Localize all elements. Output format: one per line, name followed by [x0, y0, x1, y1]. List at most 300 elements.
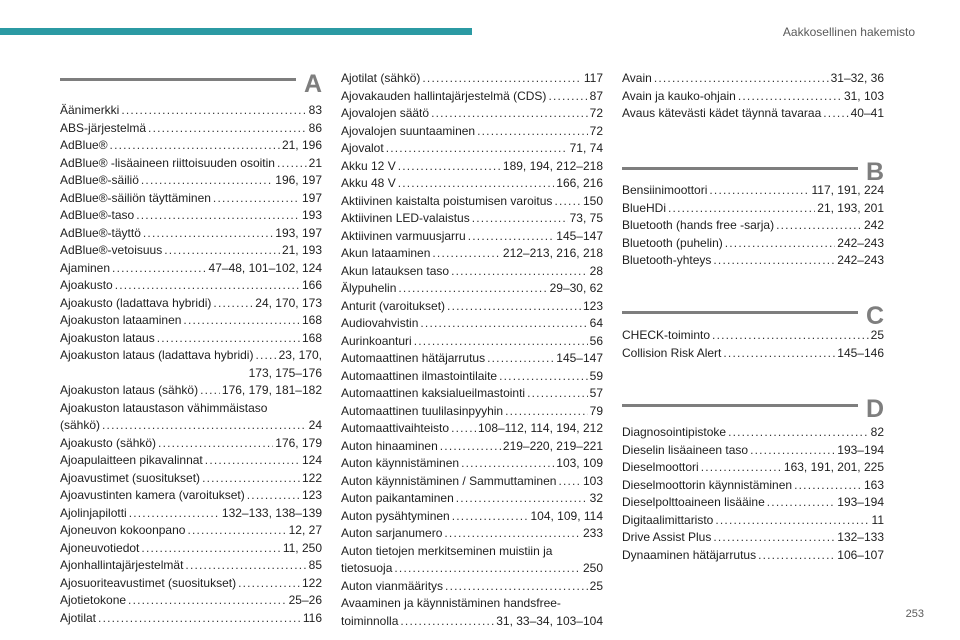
index-entry: [60, 592, 322, 610]
entry-term: Dieselmoottori: [622, 460, 699, 474]
index-entry: [341, 560, 603, 578]
dot-leader: [158, 435, 273, 453]
dot-leader: [187, 522, 286, 540]
entry-term: Ajoneuvotiedot: [60, 540, 140, 555]
index-entry: [622, 459, 884, 477]
dot-leader: [750, 442, 835, 460]
entry-term: Ajoakuston lataaminen: [60, 313, 182, 327]
entry-pages: 145–147: [556, 351, 603, 365]
entry-term: Auton sarjanumero: [341, 526, 443, 540]
entry-pages: 32: [589, 491, 603, 505]
section-rule: [622, 167, 858, 170]
entry-term: Diagnosointipistoke: [622, 425, 727, 439]
dot-leader: [472, 210, 568, 228]
entry-list-c: [622, 327, 884, 362]
index-entry: [622, 327, 884, 345]
entry-term: Avain ja kauko-ohjain: [622, 88, 736, 103]
index-entry: [60, 382, 322, 400]
index-entry: [341, 333, 603, 351]
dot-leader: [468, 228, 555, 246]
entry-pages: 193–194: [837, 442, 884, 457]
dot-leader: [255, 347, 276, 365]
index-entry: [60, 557, 322, 575]
entry-pages: 168: [301, 313, 322, 327]
dot-leader: [121, 102, 306, 120]
dot-leader: [398, 280, 547, 298]
entry-pages: 193: [301, 208, 322, 222]
dot-leader: [654, 70, 829, 88]
entry-term: Akku 12 V: [341, 158, 396, 173]
dot-leader: [205, 452, 300, 470]
entry-term: Aktiivinen LED-valaistus: [341, 211, 470, 225]
entry-pages: 57: [589, 386, 603, 400]
entry-term: BlueHDi: [622, 200, 667, 215]
entry-pages: 123: [301, 488, 322, 502]
index-entry: [622, 217, 884, 235]
index-entry: [60, 452, 322, 470]
index-entry: [60, 277, 322, 295]
entry-pages: 163: [863, 477, 884, 492]
entry-pages: 242–243: [837, 253, 884, 267]
entry-pages: 64: [589, 316, 603, 330]
index-entry: [622, 345, 884, 363]
entry-term: Ajoakuston lataus (sähkö): [60, 383, 199, 397]
entry-term: Ajoakuston lataus: [60, 330, 155, 345]
entry-term: Bensiinimoottori: [622, 183, 708, 197]
dot-leader: [141, 172, 273, 190]
index-entry: [341, 263, 603, 281]
index-entry: [60, 505, 322, 523]
entry-pages: 40–41: [850, 106, 884, 120]
entry-pages: 212–213, 216, 218: [502, 246, 603, 260]
dot-leader: [128, 592, 287, 610]
dot-leader: [451, 420, 476, 438]
entry-pages: 24, 170, 173: [255, 295, 322, 310]
entry-pages: 31, 33–34, 103–104: [496, 613, 603, 628]
dot-leader: [668, 200, 815, 218]
entry-pages: 176, 179: [275, 435, 322, 450]
entry-term: Automaattivaihteisto: [341, 421, 450, 435]
index-entry: [341, 245, 603, 263]
dot-leader: [452, 508, 529, 526]
index-entry: [341, 473, 603, 491]
dot-leader: [548, 88, 587, 106]
index-entry: [341, 368, 603, 386]
dot-leader: [213, 295, 253, 313]
entry-pages: 25–26: [288, 593, 322, 607]
index-entry: [341, 525, 603, 543]
dot-leader: [451, 263, 588, 281]
entry-pages: 219–220, 219–221: [502, 438, 603, 453]
dot-leader: [185, 557, 306, 575]
dot-leader: [713, 529, 835, 547]
index-entry: [341, 438, 603, 456]
entry-pages: 73, 75: [569, 211, 603, 225]
dot-leader: [398, 158, 501, 176]
section-letter: C: [865, 302, 884, 330]
entry-term: CHECK-toiminto: [622, 328, 711, 342]
index-entry: [341, 508, 603, 526]
entry-term: AdBlue®-säiliön täyttäminen: [60, 190, 211, 205]
entry-term: Ajoakusto: [60, 278, 113, 292]
entry-term: Ajoakusto (sähkö): [60, 435, 157, 450]
dot-leader: [445, 578, 588, 596]
entry-pages: 123: [582, 298, 603, 313]
entry-term: Digitaalimittaristo: [622, 512, 714, 527]
entry-term: Auton käynnistäminen / Sammuttaminen: [341, 473, 557, 488]
dot-leader: [202, 470, 300, 488]
section-letter: D: [865, 395, 884, 423]
index-entry: [341, 193, 603, 211]
entry-pages: 23, 170,: [278, 348, 322, 362]
entry-pages: 56: [589, 333, 603, 348]
dot-leader: [136, 207, 300, 225]
entry-pages: 132–133, 138–139: [221, 505, 322, 520]
entry-pages: 132–133: [837, 530, 884, 544]
index-entry: [341, 88, 603, 106]
index-entry: [60, 400, 322, 418]
entry-term: Auton käynnistäminen: [341, 456, 460, 470]
entry-pages: 28: [589, 263, 603, 278]
entry-term: Auton vianmääritys: [341, 578, 444, 593]
index-entry: [341, 123, 603, 141]
entry-term: Auton paikantaminen: [341, 491, 454, 505]
entry-term: Akun latauksen taso: [341, 263, 450, 278]
index-entry: [622, 494, 884, 512]
entry-term: Collision Risk Alert: [622, 345, 722, 360]
dot-leader: [505, 403, 588, 421]
dot-leader: [414, 333, 588, 351]
entry-term: Aurinkoanturi: [341, 333, 412, 348]
dot-leader: [527, 385, 588, 403]
index-entry: [60, 417, 322, 435]
entry-term: Ajoavustimet (suositukset): [60, 470, 201, 485]
dot-leader: [715, 512, 869, 530]
index-entry: [341, 350, 603, 368]
section-letter: B: [865, 158, 884, 186]
entry-term: Dynaaminen hätäjarrutus: [622, 547, 757, 562]
dot-leader: [157, 330, 300, 348]
index-entry: [622, 424, 884, 442]
dot-leader: [456, 490, 588, 508]
entry-pages: 124: [301, 453, 322, 467]
entry-pages: 79: [589, 403, 603, 418]
index-entry: [622, 529, 884, 547]
index-entry: [341, 158, 603, 176]
entry-pages: 166, 216: [556, 176, 603, 190]
index-entry: [341, 420, 603, 438]
entry-pages: 21: [308, 155, 322, 170]
index-entry: [622, 512, 884, 530]
dot-leader: [712, 327, 869, 345]
index-entry: [341, 105, 603, 123]
index-entry: [60, 225, 322, 243]
entry-pages: 72: [589, 106, 603, 120]
index-entry: [60, 365, 322, 383]
entry-term: Bluetooth-yhteys: [622, 253, 712, 267]
index-entry: [60, 120, 322, 138]
entry-pages: 29–30, 62: [549, 281, 603, 295]
index-entry: [622, 442, 884, 460]
index-entry: [622, 88, 884, 106]
entry-pages: 150: [582, 193, 603, 208]
entry-term: Audiovahvistin: [341, 316, 419, 330]
index-entry: [341, 613, 603, 631]
entry-pages: 103, 109: [556, 456, 603, 470]
entry-term: Ajovakauden hallintajärjestelmä (CDS): [341, 88, 547, 103]
entry-pages: 173, 175–176: [248, 365, 322, 380]
index-entry: [341, 403, 603, 421]
index-entry: [60, 312, 322, 330]
index-entry: [341, 490, 603, 508]
entry-term: Auton pysähtyminen: [341, 508, 450, 523]
section-rule: [622, 311, 858, 314]
index-entry: [341, 280, 603, 298]
entry-term: Auton tietojen merkitseminen muistiin ja: [341, 543, 553, 558]
entry-pages: 242–243: [837, 235, 884, 250]
dot-leader: [499, 368, 588, 386]
entry-term: toiminnolla: [341, 613, 399, 628]
entry-term: Ajotietokone: [60, 593, 127, 607]
entry-pages: 82: [870, 425, 884, 439]
entry-pages: 24: [308, 418, 322, 432]
dot-leader: [398, 175, 555, 193]
index-entry: [341, 140, 603, 158]
entry-term: Älypuhelin: [341, 281, 397, 295]
dot-leader: [98, 610, 301, 628]
dot-leader: [725, 235, 836, 253]
entry-term: Ajoakuston lataus (ladattava hybridi): [60, 348, 254, 362]
entry-term: Bluetooth (hands free -sarja): [622, 218, 775, 232]
entry-pages: 122: [301, 575, 322, 590]
index-entry: [622, 235, 884, 253]
entry-pages: 233: [582, 526, 603, 540]
entry-list-b: [622, 182, 884, 270]
page-number: 253: [905, 608, 924, 620]
entry-pages: 166: [301, 278, 322, 292]
index-entry: [60, 575, 322, 593]
dot-leader: [143, 225, 273, 243]
entry-pages: 25: [870, 328, 884, 342]
dot-leader: [558, 473, 581, 491]
dot-leader: [431, 105, 588, 123]
index-entry: [60, 295, 322, 313]
section-letter: A: [303, 70, 322, 98]
entry-term: Aktiivinen varmuusjarru: [341, 228, 466, 243]
entry-pages: 11: [871, 512, 884, 527]
entry-pages: 176, 179, 181–182: [221, 383, 322, 397]
entry-pages: 47–48, 101–102, 124: [208, 260, 322, 275]
dot-leader: [129, 505, 220, 523]
index-entry: [60, 260, 322, 278]
dot-leader: [277, 155, 307, 173]
entry-pages: 86: [308, 120, 322, 135]
entry-pages: 145–146: [837, 345, 884, 360]
dot-leader: [709, 182, 809, 200]
entry-term: Ajovalot: [341, 141, 384, 155]
entry-pages: 104, 109, 114: [530, 508, 603, 523]
index-entry: [60, 172, 322, 190]
entry-pages: 21, 193, 201: [817, 200, 884, 215]
entry-term: Ajolinjapilotti: [60, 505, 127, 520]
dot-leader: [723, 345, 835, 363]
entry-term: Automaattinen tuulilasinpyyhin: [341, 403, 504, 418]
entry-term: Ajonhallintajärjestelmät: [60, 558, 184, 572]
dot-leader: [200, 382, 220, 400]
entry-pages: 189, 194, 212–218: [502, 158, 603, 173]
entry-pages: 103: [582, 473, 603, 488]
entry-term: Bluetooth (puhelin): [622, 235, 723, 250]
index-entry: [341, 298, 603, 316]
entry-term: AdBlue®-vetoisuus: [60, 243, 163, 257]
index-entry: [622, 477, 884, 495]
entry-term: Ajoakuston lataustason vähimmäistaso: [60, 400, 268, 415]
entry-term: Auton hinaaminen: [341, 438, 438, 453]
entry-term: Dieselin lisäaineen taso: [622, 442, 749, 457]
index-entry: [341, 175, 603, 193]
index-entry: [622, 547, 884, 565]
dot-leader: [247, 487, 300, 505]
entry-pages: 25: [589, 578, 603, 593]
index-entry: [60, 470, 322, 488]
entry-term: Ajovalojen säätö: [341, 106, 430, 120]
entry-pages: 242: [863, 218, 884, 232]
index-entry: [622, 200, 884, 218]
dot-leader: [386, 140, 568, 158]
index-entry: [60, 610, 322, 628]
dot-leader: [758, 547, 835, 565]
entry-pages: 193–194: [837, 495, 884, 509]
index-entry: [341, 210, 603, 228]
entry-pages: 12, 27: [288, 523, 322, 537]
entry-term: Ajotilat (sähkö): [341, 71, 421, 85]
entry-list-d: [622, 424, 884, 564]
entry-term: Aktiivinen kaistalta poistumisen varoitus: [341, 193, 553, 208]
index-entry: [60, 435, 322, 453]
section-rule: [60, 78, 296, 81]
dot-leader: [728, 424, 869, 442]
entry-term: Ajoapulaitteen pikavalinnat: [60, 453, 203, 467]
dot-leader: [776, 217, 862, 235]
entry-term: AdBlue®-taso: [60, 208, 135, 222]
dot-leader: [115, 277, 300, 295]
entry-pages: 163, 191, 201, 225: [783, 460, 884, 474]
index-entry: [341, 595, 603, 613]
entry-term: AdBlue®: [60, 138, 108, 152]
index-entry: [341, 543, 603, 561]
index-entry: [60, 102, 322, 120]
index-entry: [341, 455, 603, 473]
entry-pages: 11, 250: [282, 540, 322, 555]
entry-term: Ajoneuvon kokoonpano: [60, 523, 186, 537]
entry-pages: 87: [589, 88, 603, 103]
entry-term: Dieselpolttoaineen lisääine: [622, 495, 765, 509]
entry-pages: 31, 103: [843, 88, 884, 103]
entry-term: Äänimerkki: [60, 103, 120, 117]
entry-term: (sähkö): [60, 418, 101, 432]
dot-leader: [701, 459, 782, 477]
dot-leader: [422, 70, 581, 88]
index-entry: [341, 385, 603, 403]
index-entry: [60, 347, 322, 365]
dot-leader: [487, 350, 554, 368]
entry-pages: 196, 197: [275, 173, 322, 187]
dot-leader: [554, 193, 581, 211]
entry-term: Avaaminen ja käynnistäminen handsfree-: [341, 596, 561, 610]
entry-pages: 122: [301, 470, 322, 485]
dot-leader: [394, 560, 581, 578]
index-entry: [60, 242, 322, 260]
index-entry: [60, 540, 322, 558]
dot-leader: [444, 525, 581, 543]
entry-term: Automaattinen kaksialueilmastointi: [341, 386, 526, 400]
index-entry: [60, 330, 322, 348]
entry-pages: 250: [582, 561, 603, 575]
index-entry: [622, 252, 884, 270]
dot-leader: [148, 120, 307, 138]
index-entry: [60, 487, 322, 505]
dot-leader: [767, 494, 836, 512]
entry-pages: 117, 191, 224: [811, 183, 884, 197]
entry-pages: 116: [302, 610, 322, 625]
index-entry: [622, 70, 884, 88]
entry-term: Ajoakusto (ladattava hybridi): [60, 295, 212, 310]
entry-term: Ajosuoriteavustimet (suositukset): [60, 575, 237, 590]
dot-leader: [440, 438, 501, 456]
entry-term: Anturit (varoitukset): [341, 298, 446, 313]
index-entry: [60, 137, 322, 155]
index-entry: [60, 207, 322, 225]
dot-leader: [432, 245, 501, 263]
entry-term: Drive Assist Plus: [622, 530, 712, 544]
page-header-title: Aakkosellinen hakemisto: [782, 25, 915, 39]
dot-leader: [183, 312, 300, 330]
entry-pages: 21, 196: [281, 138, 322, 152]
entry-pages: 145–147: [556, 228, 603, 243]
index-entry: [341, 578, 603, 596]
entry-term: Avaus kätevästi kädet täynnä tavaraa: [622, 106, 822, 120]
dot-leader: [164, 242, 280, 260]
entry-term: Dieselmoottorin käynnistäminen: [622, 477, 793, 492]
entry-term: Ajovalojen suuntaaminen: [341, 123, 476, 138]
index-entry: [60, 190, 322, 208]
dot-leader: [477, 123, 588, 141]
dot-leader: [400, 613, 494, 631]
entry-term: AdBlue®-säiliö: [60, 173, 139, 187]
entry-pages: 85: [308, 558, 322, 572]
entry-term: ABS-järjestelmä: [60, 120, 147, 135]
entry-list-a-continued: [341, 70, 603, 630]
dot-leader: [713, 252, 835, 270]
entry-term: tietosuoja: [341, 561, 393, 575]
index-entry: [622, 105, 884, 123]
entry-pages: 108–112, 114, 194, 212: [477, 421, 603, 435]
entry-pages: 31–32, 36: [830, 71, 884, 85]
entry-pages: 117: [583, 71, 603, 85]
section-rule: [622, 404, 858, 407]
entry-pages: 168: [301, 330, 322, 345]
index-entry: [341, 228, 603, 246]
entry-pages: 106–107: [837, 547, 884, 562]
dot-leader: [794, 477, 862, 495]
index-entry: [60, 522, 322, 540]
entry-term: Avain: [622, 71, 652, 85]
dot-leader: [823, 105, 848, 123]
dot-leader: [112, 260, 207, 278]
index-entry: [341, 315, 603, 333]
dot-leader: [447, 298, 581, 316]
section-heading-a: [60, 70, 322, 104]
